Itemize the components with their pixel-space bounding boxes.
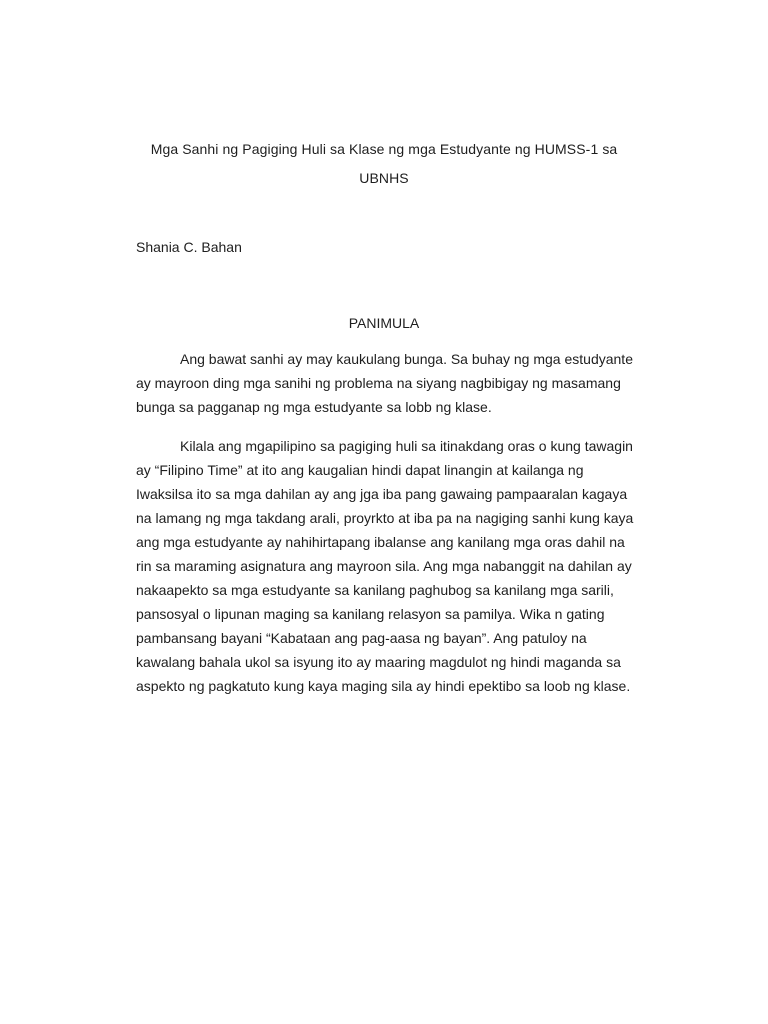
document-title: [120, 135, 648, 193]
paragraph-2: Kilala ang mgapilipino sa pagiging huli sa itinakdang oras o kung tawagin ay “Filipino Time” at ito ang kaugalian hindi dapat linangin at kailanga ng Iwaksilsa ito sa mga dahilan ay ang jga iba pang gawaing pampaaralan kagaya na lamang ng mga takdang arali, proyrkto at iba pa na nagiging sanhi kung kaya ang mga estudyante ay nahihirtapang ibalanse ang kanilang mga oras dahil na rin sa maraming asignatura ang mayroon sila. Ang mga nabanggit na dahilan ay nakaapekto sa mga estudyante sa kanilang paghubog sa kanilang mga sarili, pansosyal o lipunan maging sa kanilang relasyon sa pamilya. Wika n gating pambansang bayani “Kabataan ang pag-aasa ng bayan”. Ang patuloy na kawalang bahala ukol sa isyung ito ay maaring magdulot ng hindi maganda sa aspekto ng pagkatuto kung kaya maging sila ay hindi epektibo sa loob ng klase.: [136, 438, 634, 694]
author-name: Shania C. Bahan: [136, 239, 242, 255]
section-heading: PANIMULA: [348, 315, 420, 331]
paragraph-1: Ang bawat sanhi ay may kaukulang bunga. Sa buhay ng mga estudyante ay mayroon ding mga sanihi ng problema na siyang nagbibigay ng masamang bunga sa pagganap ng mga estudyante sa lobb ng klase.: [136, 351, 633, 415]
title-line-2: UBNHS: [359, 170, 409, 186]
title-line-1: Mga Sanhi ng Pagiging Huli sa Klase ng mga Estudyante ng HUMSS-1 sa: [150, 141, 618, 157]
